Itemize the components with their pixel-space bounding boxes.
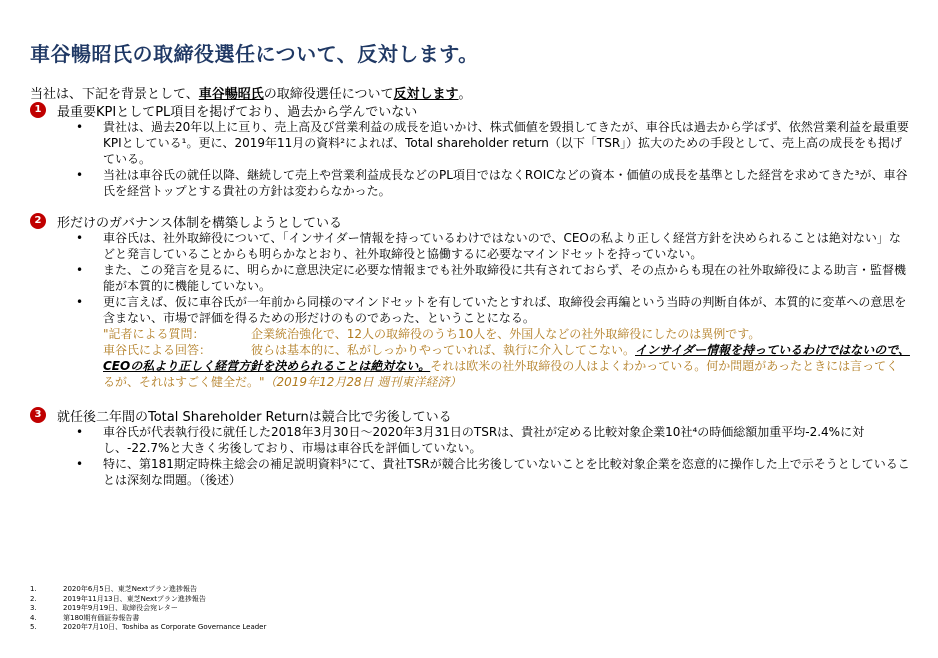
section-number-badge: 3 [30, 407, 46, 423]
section-1 [30, 101, 910, 199]
intro-verdict: 反対します [393, 87, 459, 102]
section-number-badge: 2 [30, 213, 46, 229]
bullet-icon: • [76, 168, 84, 182]
quote-answer: 車谷氏による回答： 彼らは基本的に、私がしっかりやっていれば、執行に介入してこない。インサイダー情報を持っているわけではないので、CEOの私より正しく経営方針を決められることは絶対ない。それは欧米の社外取締役の人はよくわかっている。何か問題があったときには言ってくるが、それはすごく健全だ。"（2019年12月28日 週刊東洋経済） [103, 343, 910, 389]
section-3-head [30, 406, 910, 424]
quote-source: （2019年12月28日 週刊東洋経済） [264, 375, 462, 389]
quote-emphasis: インサイダー情報を持っているわけではないので、CEOの私より正しく経営方針を決められることは絶対ない。 [103, 343, 910, 373]
list-item: • 車谷氏は、社外取締役について、「インサイダー情報を持っているわけではないので、CEOの私より正しく経営方針を決められることは絶対ない」などと発言していることからも明らかなとおり、社外取締役と協働するに必要なマインドセットを持っていない。 [76, 231, 901, 261]
list-item: • また、この発言を見るに、明らかに意思決定に必要な情報までも社外取締役に共有されておらず、その点からも現在の社外取締役による助言・監督機能が本質的に機能していない。 [76, 263, 907, 293]
list-item: • 更に言えば、仮に車谷氏が一年前から同様のマインドセットを有していたとすれば、取締役会再編という当時の判断自体が、本質的に変革への意思を含まない、市場で評価を得るための形だけのものであった、ということになる。 [76, 295, 907, 325]
list-item: • 当社は車谷氏の就任以降、継続して売上や営業利益成長などのPL項目ではなくROICなどの資本・価値の成長を基準とした経営を求めてきた³が、車谷氏を経営トップとする貴社の方針は変わらなかった。 [76, 168, 908, 198]
section-heading: 形だけのガバナンス体制を構築しようとしている [57, 216, 342, 231]
section-2-head [30, 212, 910, 230]
bullet-list [30, 424, 910, 488]
footnote: 4. 第180期有価証券報告書 [30, 613, 140, 622]
footnote: 2. 2019年11月13日、東芝Nextプラン進捗報告 [30, 594, 206, 603]
list-item: • 特に、第181期定時株主総会の補足説明資料⁵にて、貴社TSRが競合比劣後していないことを比較対象企業を恣意的に操作した上で示そうとしていることは深刻な問題。（後述） [76, 457, 910, 487]
bullet-list [30, 119, 910, 199]
bullet-icon: • [76, 295, 84, 309]
section-heading: 最重要KPIとしてPL項目を掲げており、過去から学んでいない [57, 105, 418, 120]
bullet-icon: • [76, 231, 84, 245]
intro-suffix: 。 [458, 87, 472, 102]
list-item: • 貴社は、過去20年以上に亘り、売上高及び営業利益の成長を追いかけ、株式価値を毀損してきたが、車谷氏は過去から学ばず、依然営業利益を最重要KPIとしている¹。更に、2019年11月の資料²によれば、Total shareholder return（以下「TSR」）拡大のための手段として、売上高の成長をも掲げている。 [76, 120, 909, 166]
bullet-icon: • [76, 263, 84, 277]
quote-question: "記者による質問： 企業統治強化で、12人の取締役のうち10人を、外国人などの社外取締役にしたのは異例です。 [103, 327, 761, 341]
list-item: • 車谷氏が代表執行役に就任した2018年3月30日～2020年3月31日のTSRは、貴社が定める比較対象企業10社⁴の時価総額加重平均-2.4%に対し、-22.7%と大きく劣後しており、市場は車谷氏を評価していない。 [76, 425, 865, 455]
bullet-icon: • [76, 120, 84, 134]
intro-name: 車谷暢昭氏 [198, 87, 264, 102]
quote-block [30, 326, 910, 390]
section-1-head [30, 101, 910, 119]
bullet-icon: • [76, 425, 84, 439]
section-number-badge: 1 [30, 102, 46, 118]
intro-middle: の取締役選任について [263, 87, 394, 102]
intro-prefix: 当社は、下記を背景として、 [30, 87, 199, 102]
footnote: 5. 2020年7月10日、Toshiba as Corporate Governance Leader [30, 623, 267, 631]
section-heading: 就任後二年間のTotal Shareholder Returnは競合比で劣後している [57, 410, 452, 425]
footnote: 3. 2019年9月19日、取締役会宛レター [30, 604, 178, 612]
page-title: 車谷暢昭氏の取締役選任について、反対します。 [30, 42, 479, 66]
bullet-list [30, 230, 910, 326]
footnote: 1. 2020年6月5日、東芝Nextプラン進捗報告 [30, 585, 198, 593]
intro-text [30, 83, 472, 102]
footnotes [30, 585, 266, 633]
section-2 [30, 212, 910, 390]
section-3 [30, 406, 910, 488]
bullet-icon: • [76, 457, 84, 471]
